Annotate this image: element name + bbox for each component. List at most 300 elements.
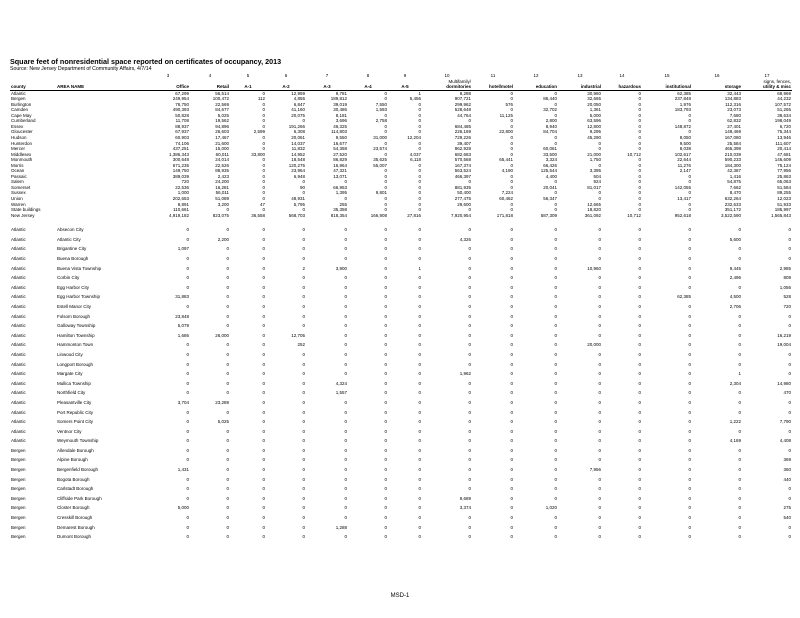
value-cell: 0 bbox=[598, 313, 601, 319]
value-cell: 0 bbox=[788, 236, 791, 242]
value-cell: 24,014 bbox=[215, 157, 229, 163]
report-title: Square feet of nonresidential space reported on certificates of occupancy, 2013 bbox=[10, 57, 282, 66]
value-cell: 0 bbox=[384, 313, 387, 319]
value-cell: 0 bbox=[262, 246, 265, 252]
column-number: 6 bbox=[284, 73, 288, 78]
area-name-cell: Closter Borough bbox=[57, 505, 90, 511]
value-cell: 0 bbox=[510, 146, 513, 152]
value-cell: 0 bbox=[302, 313, 305, 319]
value-cell: 60,462 bbox=[499, 196, 513, 202]
value-cell: 0 bbox=[688, 438, 691, 444]
value-cell: 0 bbox=[302, 428, 305, 434]
value-cell: 0 bbox=[688, 380, 691, 386]
value-cell: 189,812 bbox=[330, 96, 347, 102]
value-cell: 0 bbox=[738, 486, 741, 492]
value-cell: 0 bbox=[554, 486, 557, 492]
area-name-cell: Pleasantville City bbox=[57, 399, 92, 405]
value-cell: 0 bbox=[344, 294, 347, 300]
value-cell: 0 bbox=[344, 438, 347, 444]
value-cell: 0 bbox=[738, 467, 741, 473]
county-cell: Atlantic bbox=[11, 342, 26, 348]
column-header-area-name: AREA NAME bbox=[56, 84, 146, 90]
column-number: 12 bbox=[533, 73, 539, 78]
value-cell: 0 bbox=[384, 303, 387, 309]
value-cell: 8,038 bbox=[679, 146, 691, 152]
value-cell: 4,919,182 bbox=[168, 212, 189, 218]
value-cell: 67,937 bbox=[175, 129, 189, 135]
value-cell: 0 bbox=[262, 184, 265, 190]
municipality-rows bbox=[10, 225, 792, 542]
county-cell: Atlantic bbox=[11, 284, 26, 290]
value-cell: 0 bbox=[468, 447, 471, 453]
value-cell: 0 bbox=[226, 351, 229, 357]
value-cell: 0 bbox=[344, 457, 347, 463]
value-cell: 0 bbox=[344, 246, 347, 252]
value-cell: 0 bbox=[262, 140, 265, 146]
value-cell: 47,681 bbox=[777, 151, 791, 157]
value-cell: 0 bbox=[510, 118, 513, 124]
county-cell: Salem bbox=[11, 179, 24, 185]
value-cell: 0 bbox=[788, 361, 791, 367]
value-cell: 0 bbox=[554, 101, 557, 107]
value-cell: 0 bbox=[510, 179, 513, 185]
value-cell: 361,092 bbox=[584, 212, 601, 218]
column-header-signs-fences: signs, fences, bbox=[763, 78, 791, 84]
value-cell: 0 bbox=[262, 323, 265, 329]
value-cell: 77,956 bbox=[777, 168, 791, 174]
value-cell: 0 bbox=[384, 486, 387, 492]
value-cell: 0 bbox=[302, 534, 305, 540]
value-cell: 75,124 bbox=[777, 162, 791, 168]
value-cell: 51,265 bbox=[777, 107, 791, 113]
column-number: 11 bbox=[490, 73, 496, 78]
value-cell: 0 bbox=[262, 112, 265, 118]
value-cell: 0 bbox=[262, 467, 265, 473]
value-cell: 32,665 bbox=[587, 96, 601, 102]
value-cell: 563,524 bbox=[454, 168, 471, 174]
value-cell: 0 bbox=[688, 515, 691, 521]
value-cell: 8,940 bbox=[545, 123, 557, 129]
value-cell: 0 bbox=[554, 275, 557, 281]
value-cell: 94,896 bbox=[215, 123, 229, 129]
value-cell: 0 bbox=[418, 505, 421, 511]
value-cell: 0 bbox=[344, 495, 347, 501]
value-cell: 504 bbox=[593, 173, 601, 179]
value-cell: 0 bbox=[344, 303, 347, 309]
value-cell: 0 bbox=[384, 419, 387, 425]
value-cell: 0 bbox=[510, 201, 513, 207]
value-cell: 0 bbox=[344, 428, 347, 434]
area-name-cell: Buena Vista Township bbox=[57, 265, 102, 271]
value-cell: 0 bbox=[554, 447, 557, 453]
value-cell: 0 bbox=[262, 90, 265, 96]
value-cell: 89,255 bbox=[777, 190, 791, 196]
value-cell: 56,011 bbox=[215, 190, 229, 196]
value-cell: 0 bbox=[384, 236, 387, 242]
value-cell: 0 bbox=[554, 371, 557, 377]
value-cell: 0 bbox=[302, 361, 305, 367]
value-cell: 0 bbox=[262, 457, 265, 463]
table-row bbox=[10, 427, 792, 437]
value-cell: 0 bbox=[738, 476, 741, 482]
value-cell: 0 bbox=[468, 515, 471, 521]
value-cell: 60,903 bbox=[175, 135, 189, 141]
value-cell: 0 bbox=[384, 467, 387, 473]
value-cell: 0 bbox=[598, 162, 601, 168]
value-cell: 0 bbox=[688, 390, 691, 396]
value-cell: 0 bbox=[262, 275, 265, 281]
value-cell: 0 bbox=[638, 157, 641, 163]
value-cell: 0 bbox=[262, 303, 265, 309]
value-cell: 2,985 bbox=[779, 265, 791, 271]
value-cell: 0 bbox=[554, 515, 557, 521]
value-cell: 0 bbox=[226, 380, 229, 386]
value-cell: 0 bbox=[554, 135, 557, 141]
value-cell: 576 bbox=[505, 101, 513, 107]
value-cell: 0 bbox=[598, 380, 601, 386]
value-cell: 0 bbox=[738, 524, 741, 530]
value-cell: 51,089 bbox=[215, 196, 229, 202]
value-cell: 0 bbox=[554, 476, 557, 482]
value-cell: 0 bbox=[688, 409, 691, 415]
value-cell: 22,526 bbox=[215, 162, 229, 168]
county-cell: Monmouth bbox=[11, 157, 33, 163]
column-header-retail: Retail bbox=[190, 84, 230, 90]
column-number: 17 bbox=[764, 73, 770, 78]
table-row bbox=[10, 455, 792, 465]
value-cell: 0 bbox=[688, 207, 691, 213]
table-row bbox=[10, 523, 792, 533]
value-cell: 0 bbox=[186, 342, 189, 348]
value-cell: 0 bbox=[468, 486, 471, 492]
column-header-industrial: industrial bbox=[558, 84, 602, 90]
value-cell: 0 bbox=[226, 515, 229, 521]
value-cell: 0 bbox=[344, 486, 347, 492]
value-cell: 62,385 bbox=[677, 294, 691, 300]
value-cell: 16,281 bbox=[215, 184, 229, 190]
county-cell: Bergen bbox=[11, 467, 26, 473]
value-cell: 0 bbox=[738, 390, 741, 396]
column-header-a3: A-3 bbox=[306, 84, 348, 90]
value-cell: 90 bbox=[299, 184, 305, 190]
value-cell: 0 bbox=[510, 256, 513, 261]
value-cell: 0 bbox=[510, 524, 513, 530]
value-cell: 0 bbox=[384, 351, 387, 357]
value-cell: 0 bbox=[262, 515, 265, 521]
county-cell: Atlantic bbox=[11, 361, 26, 367]
value-cell: 0 bbox=[384, 275, 387, 281]
value-cell: 0 bbox=[344, 399, 347, 405]
value-cell: 0 bbox=[262, 371, 265, 377]
value-cell: 0 bbox=[186, 428, 189, 434]
county-cell: Atlantic bbox=[11, 332, 26, 338]
area-name-cell: Buena Borough bbox=[57, 256, 89, 261]
value-cell: 0 bbox=[344, 323, 347, 329]
value-cell: 0 bbox=[226, 457, 229, 463]
value-cell: 0 bbox=[302, 351, 305, 357]
value-cell: 0 bbox=[788, 371, 791, 377]
value-cell: 0 bbox=[344, 236, 347, 242]
value-cell: 0 bbox=[598, 399, 601, 405]
value-cell: 22,644 bbox=[677, 157, 691, 163]
value-cell: 0 bbox=[468, 409, 471, 415]
county-cell: Passaic bbox=[11, 173, 27, 179]
value-cell: 30,960 bbox=[587, 90, 601, 96]
value-cell: 0 bbox=[738, 342, 741, 348]
table-row bbox=[10, 331, 792, 341]
value-cell: 0 bbox=[688, 227, 691, 233]
value-cell: 0 bbox=[554, 323, 557, 329]
value-cell: 0 bbox=[262, 118, 265, 124]
value-cell: 0 bbox=[384, 342, 387, 348]
value-cell: 185,997 bbox=[774, 207, 791, 213]
table-row bbox=[10, 475, 792, 485]
value-cell: 0 bbox=[262, 447, 265, 453]
value-cell: 5,600 bbox=[729, 236, 741, 242]
area-name-cell: Carlstadt Borough bbox=[57, 486, 94, 492]
value-cell: 0 bbox=[418, 129, 421, 135]
value-cell: 0 bbox=[598, 275, 601, 281]
value-cell: 114,803 bbox=[331, 129, 347, 135]
value-cell: 6,118 bbox=[410, 157, 421, 163]
value-cell: 0 bbox=[468, 428, 471, 434]
table-row bbox=[10, 225, 792, 235]
value-cell: 0 bbox=[554, 112, 557, 118]
value-cell: 47 bbox=[259, 201, 265, 207]
value-cell: 360 bbox=[783, 467, 791, 473]
value-cell: 50,400 bbox=[457, 190, 471, 196]
value-cell: 440 bbox=[783, 476, 791, 482]
value-cell: 0 bbox=[510, 332, 513, 338]
value-cell: 16,677 bbox=[333, 140, 347, 146]
value-cell: 1,097 bbox=[177, 246, 189, 252]
value-cell: 0 bbox=[554, 467, 557, 473]
value-cell: 0 bbox=[302, 419, 305, 425]
value-cell: 0 bbox=[262, 476, 265, 482]
value-cell: 9,801 bbox=[375, 190, 387, 196]
value-cell: 0 bbox=[468, 419, 471, 425]
value-cell: 44,764 bbox=[457, 112, 471, 118]
value-cell: 21,000 bbox=[587, 151, 601, 157]
value-cell: 0 bbox=[598, 246, 601, 252]
value-cell: 0 bbox=[638, 207, 641, 213]
value-cell: 0 bbox=[510, 236, 513, 242]
table-row bbox=[10, 302, 792, 312]
value-cell: 0 bbox=[554, 90, 557, 96]
value-cell: 1 bbox=[418, 265, 421, 271]
value-cell: 0 bbox=[226, 256, 229, 261]
value-cell: 3,900 bbox=[335, 265, 347, 271]
value-cell: 0 bbox=[418, 140, 421, 146]
value-cell: 0 bbox=[598, 515, 601, 521]
value-cell: 0 bbox=[598, 534, 601, 540]
value-cell: 0 bbox=[638, 486, 641, 492]
value-cell: 20,000 bbox=[587, 342, 601, 348]
value-cell: 0 bbox=[302, 495, 305, 501]
value-cell: 0 bbox=[510, 447, 513, 453]
area-name-cell: Dumont Borough bbox=[57, 534, 92, 540]
value-cell: 47,321 bbox=[333, 168, 347, 174]
value-cell: 0 bbox=[510, 419, 513, 425]
value-cell: 183,793 bbox=[674, 107, 691, 113]
value-cell: 0 bbox=[788, 524, 791, 530]
county-cell: Atlantic bbox=[11, 438, 26, 444]
value-cell: 729,226 bbox=[454, 135, 471, 141]
value-cell: 8,181 bbox=[335, 112, 347, 118]
value-cell: 0 bbox=[554, 457, 557, 463]
county-cell: Somerset bbox=[11, 184, 31, 190]
value-cell: 0 bbox=[598, 524, 601, 530]
value-cell: 8,891 bbox=[177, 201, 189, 207]
value-cell: 0 bbox=[468, 476, 471, 482]
table-row bbox=[10, 283, 792, 293]
value-cell: 14,037 bbox=[291, 140, 305, 146]
value-cell: 111,607 bbox=[775, 140, 791, 146]
value-cell: 0 bbox=[418, 190, 421, 196]
value-cell: 0 bbox=[468, 294, 471, 300]
column-header-utility-misc: utility & misc bbox=[742, 84, 792, 90]
value-cell: 0 bbox=[688, 371, 691, 377]
county-cell: Atlantic bbox=[11, 399, 26, 405]
value-cell: 88,935 bbox=[215, 168, 229, 174]
value-cell: 0 bbox=[344, 361, 347, 367]
county-cell: Atlantic bbox=[11, 303, 26, 309]
value-cell: 0 bbox=[468, 524, 471, 530]
value-cell: 682,683 bbox=[454, 151, 471, 157]
value-cell: 0 bbox=[418, 495, 421, 501]
value-cell: 0 bbox=[788, 495, 791, 501]
table-row bbox=[10, 513, 792, 523]
value-cell: 33,500 bbox=[543, 151, 557, 157]
column-header-hotel-motel: hotel/motel bbox=[472, 84, 514, 90]
value-cell: 0 bbox=[738, 323, 741, 329]
value-cell: 0 bbox=[738, 505, 741, 511]
column-number: 4 bbox=[208, 73, 212, 78]
value-cell: 0 bbox=[688, 428, 691, 434]
value-cell: 0 bbox=[226, 275, 229, 281]
table-row bbox=[10, 532, 792, 542]
value-cell: 0 bbox=[262, 380, 265, 386]
value-cell: 0 bbox=[638, 236, 641, 242]
value-cell: 0 bbox=[510, 246, 513, 252]
value-cell: 0 bbox=[384, 534, 387, 540]
value-cell: 924 bbox=[593, 179, 601, 185]
value-cell: 0 bbox=[468, 313, 471, 319]
value-cell: 0 bbox=[418, 246, 421, 252]
value-cell: 0 bbox=[510, 399, 513, 405]
value-cell: 0 bbox=[262, 173, 265, 179]
value-cell: 60,011 bbox=[215, 151, 229, 157]
column-header-a1: A-1 bbox=[230, 84, 266, 90]
value-cell: 107,572 bbox=[774, 101, 791, 107]
value-cell: 0 bbox=[554, 342, 557, 348]
column-number: 16 bbox=[714, 73, 720, 78]
column-header-a4: A-4 bbox=[348, 84, 388, 90]
value-cell: 0 bbox=[418, 227, 421, 233]
value-cell: 0 bbox=[638, 476, 641, 482]
value-cell: 0 bbox=[554, 207, 557, 213]
value-cell: 12,959 bbox=[291, 90, 305, 96]
value-cell: 0 bbox=[510, 90, 513, 96]
column-header-storage: storage bbox=[692, 84, 742, 90]
value-cell: 0 bbox=[738, 534, 741, 540]
value-cell: 0 bbox=[468, 207, 471, 213]
value-cell: 2,758 bbox=[375, 118, 387, 124]
value-cell: 0 bbox=[344, 409, 347, 415]
county-cell: Bergen bbox=[11, 447, 26, 453]
value-cell: 0 bbox=[468, 534, 471, 540]
value-cell: 0 bbox=[638, 323, 641, 329]
value-cell: 671,235 bbox=[172, 162, 189, 168]
value-cell: 0 bbox=[638, 123, 641, 129]
county-cell: Atlantic bbox=[11, 294, 26, 300]
value-cell: 0 bbox=[344, 313, 347, 319]
value-cell: 0 bbox=[554, 419, 557, 425]
value-cell: 0 bbox=[638, 184, 641, 190]
value-cell: 0 bbox=[638, 332, 641, 338]
value-cell: 0 bbox=[384, 323, 387, 329]
value-cell: 5,025 bbox=[217, 419, 229, 425]
value-cell: 0 bbox=[638, 390, 641, 396]
value-cell: 0 bbox=[384, 457, 387, 463]
value-cell: 0 bbox=[262, 196, 265, 202]
value-cell: 0 bbox=[344, 467, 347, 473]
value-cell: 5,079 bbox=[177, 323, 189, 329]
value-cell: 0 bbox=[384, 96, 387, 102]
area-name-cell: Galloway Township bbox=[57, 323, 96, 329]
value-cell: 0 bbox=[688, 399, 691, 405]
value-cell: 0 bbox=[262, 399, 265, 405]
value-cell: 5,000 bbox=[177, 505, 189, 511]
value-cell: 0 bbox=[384, 227, 387, 233]
source-note: Source: New Jersey Department of Community Affairs, 4/7/14 bbox=[10, 66, 152, 72]
value-cell: 23,574 bbox=[373, 146, 387, 152]
county-cell: Warren bbox=[11, 201, 26, 207]
value-cell: 0 bbox=[554, 284, 557, 290]
value-cell: 10,960 bbox=[587, 265, 601, 271]
value-cell: 21,600 bbox=[215, 140, 229, 146]
value-cell: 0 bbox=[638, 190, 641, 196]
value-cell: 88,937 bbox=[175, 123, 189, 129]
value-cell: 0 bbox=[418, 361, 421, 367]
value-cell: 20,061 bbox=[291, 135, 305, 141]
value-cell: 29,600 bbox=[457, 201, 471, 207]
value-cell: 0 bbox=[302, 409, 305, 415]
area-name-cell: Ventnor City bbox=[57, 428, 82, 434]
column-header-dormitories: dormitories bbox=[422, 84, 472, 90]
value-cell: 0 bbox=[598, 140, 601, 146]
value-cell: 50,828 bbox=[175, 112, 189, 118]
value-cell: 27,520 bbox=[333, 151, 347, 157]
value-cell: 0 bbox=[226, 207, 229, 213]
county-cell: Mercer bbox=[11, 146, 26, 152]
value-cell: 12,665 bbox=[587, 201, 601, 207]
value-cell: 0 bbox=[302, 190, 305, 196]
value-cell: 112 bbox=[257, 96, 265, 102]
value-cell: 0 bbox=[418, 342, 421, 348]
value-cell: 51,933 bbox=[777, 201, 791, 207]
value-cell: 55,007 bbox=[373, 162, 387, 168]
value-cell: 0 bbox=[302, 467, 305, 473]
county-cell: New Jersey bbox=[11, 212, 35, 218]
table-row bbox=[10, 254, 792, 264]
value-cell: 0 bbox=[302, 275, 305, 281]
value-cell: 0 bbox=[554, 294, 557, 300]
value-cell: 0 bbox=[226, 323, 229, 329]
area-name-cell: Alpine Borough bbox=[57, 457, 88, 463]
value-cell: 0 bbox=[262, 207, 265, 213]
value-cell: 0 bbox=[384, 399, 387, 405]
